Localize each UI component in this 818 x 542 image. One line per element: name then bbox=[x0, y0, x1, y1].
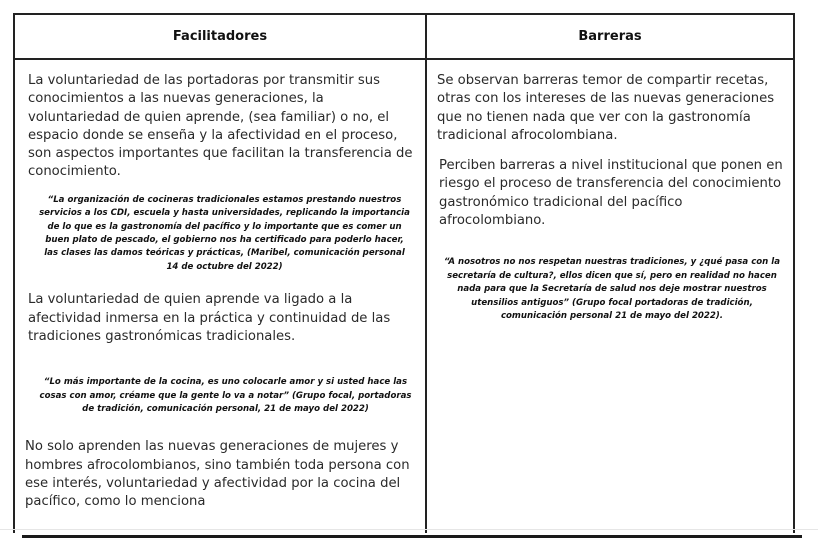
facilitadores-cell bbox=[15, 60, 425, 512]
comparison-table bbox=[13, 13, 795, 533]
facilitadores-quote-2: “Lo más importante de la cocina, es uno colocarle amor y si usted hace las cosas con amor, créame que la gente lo va a notar” (Grupo focal, portadoras de tradición, comunicación personal, 21 de mayo del 2022) bbox=[39, 377, 412, 414]
facilitadores-quote-1: “La organización de cocineras tradicionales estamos prestando nuestros servicios a los CDI, escuela y hasta universidades, replicando la importancia de lo que es la gastronomía del pacífico y lo importante que es comer un buen plato de pescado, el gobierno nos ha certificado para poderlo hacer, las clases las damos teóricas y prácticas, (Maribel, comunicación personal 14 de octubre del 2022) bbox=[39, 194, 410, 272]
barreras-quote-1: “A nosotros no nos respetan nuestras tradiciones, y ¿qué pasa con la secretaría de cultura?, ellos dicen que sí, pero en realidad no hacen nada para que la Secretaría de salud nos deje mostrar nuestros utensilios antiguos” (Grupo focal portadoras de tradición, comunicación personal 21 de mayo del 2022). bbox=[443, 257, 781, 321]
facilitadores-paragraph-3: No solo aprenden las nuevas generaciones de mujeres y hombres afrocolombianos, sino también toda persona con ese interés, voluntariedad y afectividad por la cocina del pacífico, como lo menciona bbox=[25, 439, 410, 510]
facilitadores-paragraph-2: La voluntariedad de quien aprende va ligado a la afectividad inmersa en la práctica y continuidad de las tradiciones gastronómicas tradicionales. bbox=[28, 292, 391, 344]
header-facilitadores: Facilitadores bbox=[172, 29, 268, 44]
bottom-rule bbox=[22, 535, 802, 538]
bottom-rule-thin bbox=[0, 529, 818, 530]
barreras-cell bbox=[427, 60, 793, 323]
barreras-paragraph-1: Se observan barreras temor de compartir recetas, otras con los intereses de las nuevas generaciones que no tienen nada que ver con la gastronomía tradicional afrocolombiana. bbox=[437, 73, 775, 143]
facilitadores-paragraph-1: La voluntariedad de las portadoras por transmitir sus conocimientos a las nuevas generaciones, la voluntariedad de quien aprende, (sea familiar) o no, el espacio donde se enseña y la afectividad en el proceso, son aspectos importantes que facilitan la transferencia de conocimiento. bbox=[28, 73, 413, 180]
header-barreras: Barreras bbox=[578, 29, 642, 44]
barreras-paragraph-2: Perciben barreras a nivel institucional que ponen en riesgo el proceso de transferencia del conocimiento gastronómico tradicional del pacífico afrocolombiano. bbox=[439, 158, 783, 229]
